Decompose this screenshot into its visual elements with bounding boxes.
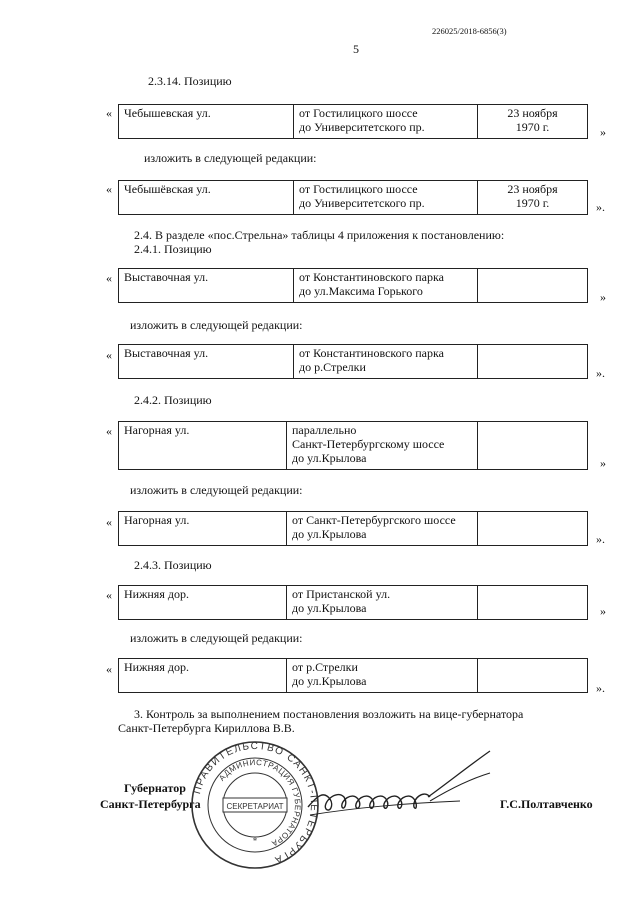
position-table-new-2 <box>118 344 588 379</box>
street-section: от Санкт-Петербургского шоссе до ул.Крылова <box>287 512 478 546</box>
naming-date <box>478 422 588 470</box>
item-2-4: 2.4. В разделе «пос.Стрельна» таблицы 4 приложения к постановлению: <box>134 228 505 242</box>
street-section: от Константиновского парка до р.Стрелки <box>294 345 478 379</box>
open-quote: « <box>106 182 112 196</box>
street-name: Выставочная ул. <box>119 269 294 303</box>
street-name: Чебышёвская ул. <box>119 181 294 215</box>
street-section: параллельно Санкт-Петербургскому шоссе до ул.Крылова <box>287 422 478 470</box>
naming-date <box>478 659 588 693</box>
close-quote: » <box>600 604 606 618</box>
street-section: от Гостилицкого шоссе до Университетского пр. <box>294 181 478 215</box>
close-quote: ». <box>596 200 605 214</box>
close-quote: » <box>600 456 606 470</box>
naming-date: 23 ноября 1970 г. <box>478 105 588 139</box>
street-name: Нижняя дор. <box>119 659 287 693</box>
street-section: от Пристанской ул. до ул.Крылова <box>287 586 478 620</box>
street-section: от Гостилицкого шоссе до Университетского пр. <box>294 105 478 139</box>
close-quote: » <box>600 290 606 304</box>
street-name: Нагорная ул. <box>119 422 287 470</box>
open-quote: « <box>106 515 112 529</box>
svg-text:ПРАВИТЕЛЬСТВО САНКТ-ПЕТЕРБУРГА: ПРАВИТЕЛЬСТВО САНКТ-ПЕТЕРБУРГА <box>192 740 320 866</box>
position-table-old-3 <box>118 421 588 470</box>
edit-instruction: изложить в следующей редакции: <box>130 483 303 497</box>
close-quote: » <box>600 125 606 139</box>
control-clause: 3. Контроль за выполнением постановления возложить на вице-губернатора <box>134 707 524 721</box>
close-quote: ». <box>596 681 605 695</box>
open-quote: « <box>106 106 112 120</box>
svg-text:СЕКРЕТАРИАТ: СЕКРЕТАРИАТ <box>226 802 284 811</box>
position-table-old-4 <box>118 585 588 620</box>
svg-text:*: * <box>252 836 258 846</box>
position-table-old-1 <box>118 104 588 139</box>
signatory-title: Губернатор <box>124 781 186 795</box>
open-quote: « <box>106 348 112 362</box>
position-table-new-3 <box>118 511 588 546</box>
handwritten-signature <box>300 745 510 835</box>
position-table-new-1 <box>118 180 588 215</box>
open-quote: « <box>106 588 112 602</box>
street-name: Чебышевская ул. <box>119 105 294 139</box>
item-2-4-1: 2.4.1. Позицию <box>134 242 212 256</box>
street-name: Нагорная ул. <box>119 512 287 546</box>
naming-date <box>478 586 588 620</box>
open-quote: « <box>106 271 112 285</box>
naming-date <box>478 269 588 303</box>
street-section: от р.Стрелки до ул.Крылова <box>287 659 478 693</box>
signatory-name: Г.С.Полтавченко <box>500 797 593 811</box>
edit-instruction: изложить в следующей редакции: <box>130 318 303 332</box>
signatory-title-region: Санкт-Петербурга <box>100 797 201 811</box>
street-name: Нижняя дор. <box>119 586 287 620</box>
naming-date: 23 ноября 1970 г. <box>478 181 588 215</box>
document-number: 226025/2018-6856(3) <box>432 26 507 36</box>
edit-instruction: изложить в следующей редакции: <box>144 151 317 165</box>
naming-date <box>478 345 588 379</box>
open-quote: « <box>106 662 112 676</box>
close-quote: ». <box>596 366 605 380</box>
svg-text:АДМИНИСТРАЦИЯ ГУБЕРНАТОРА: АДМИНИСТРАЦИЯ ГУБЕРНАТОРА <box>217 757 303 849</box>
street-name: Выставочная ул. <box>119 345 294 379</box>
naming-date <box>478 512 588 546</box>
item-2-4-2: 2.4.2. Позицию <box>134 393 212 407</box>
page-number: 5 <box>353 42 359 56</box>
position-table-old-2 <box>118 268 588 303</box>
position-table-new-4 <box>118 658 588 693</box>
edit-instruction: изложить в следующей редакции: <box>130 631 303 645</box>
item-2-4-3: 2.4.3. Позицию <box>134 558 212 572</box>
close-quote: ». <box>596 532 605 546</box>
control-clause-cont: Санкт-Петербурга Кириллова В.В. <box>118 721 295 735</box>
open-quote: « <box>106 424 112 438</box>
street-section: от Константиновского парка до ул.Максима Горького <box>294 269 478 303</box>
item-2-3-14: 2.3.14. Позицию <box>148 74 232 88</box>
